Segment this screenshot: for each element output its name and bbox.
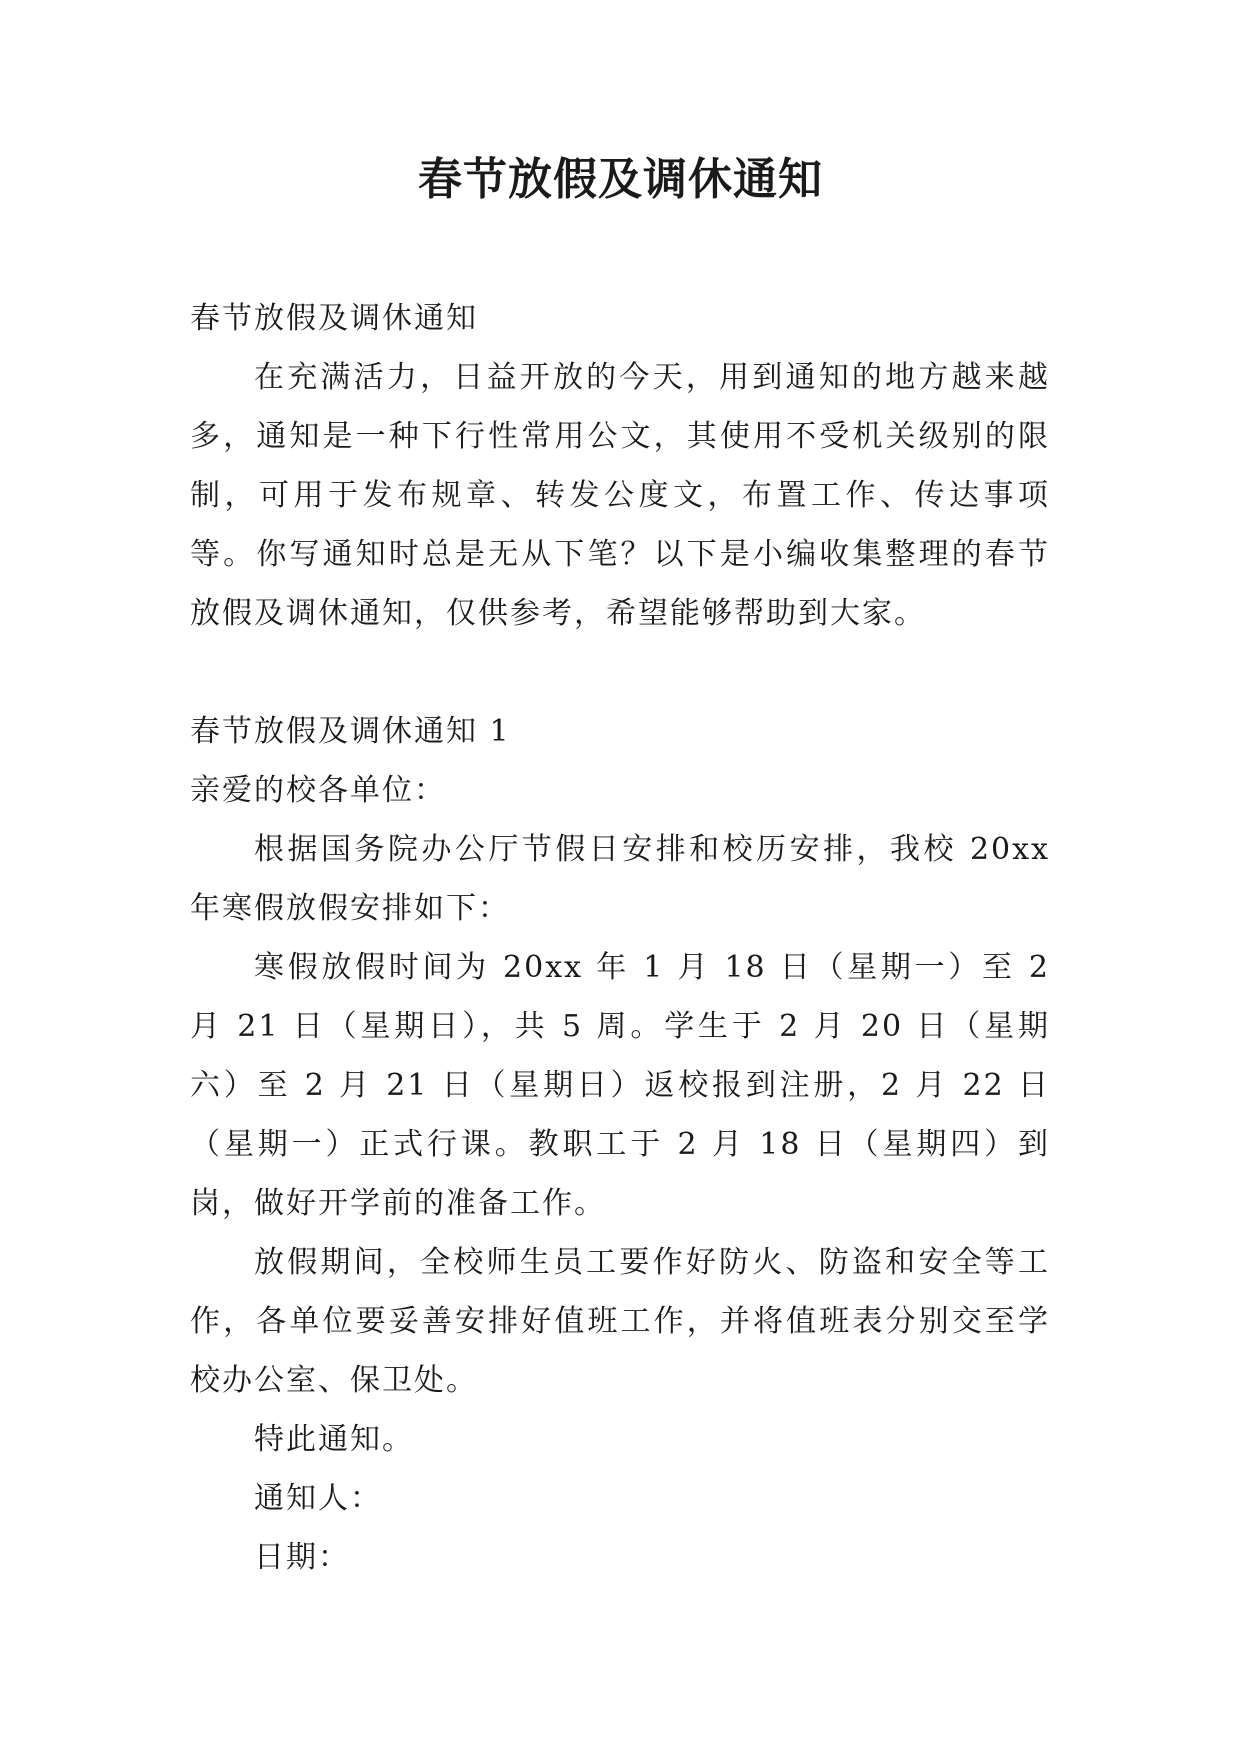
date-label: 日期： [254,1540,350,1575]
document-title: 春节放假及调休通知 [418,154,823,205]
document-body [190,289,1050,1587]
closing-line: 特此通知。 [254,1422,414,1457]
intro-paragraph: 在充满活力，日益开放的今天，用到通知的地方越来越多，通知是一种下行性常用公文，其使用不受机关级别的限制，可用于发布规章、转发公度文，布置工作、传达事项等。你写通知时总是无从下笔？以下是小编收集整理的春节放假及调休通知，仅供参考，希望能够帮助到大家。 [190,360,1050,631]
notifier-label: 通知人： [254,1481,382,1516]
document-subtitle: 春节放假及调休通知 [190,301,478,336]
body-paragraph-1: 根据国务院办公厅节假日安排和校历安排，我校 20xx 年寒假放假安排如下： [190,832,1050,926]
body-paragraph-2: 寒假放假时间为 20xx 年 1 月 18 日（星期一）至 2 月 21 日（星期日），共 5 周。学生于 2 月 20 日（星期六）至 2 月 21 日（星期日）返校报到注册，2 月 22 日（星期一）正式行课。教职工于 2 月 18 日（星期四）到岗，做好开学前的准备工作。 [190,950,1050,1221]
section-heading: 春节放假及调休通知 1 [190,714,511,749]
body-paragraph-3: 放假期间，全校师生员工要作好防火、防盗和安全等工作，各单位要妥善安排好值班工作，并将值班表分别交至学校办公室、保卫处。 [190,1245,1050,1398]
salutation: 亲爱的校各单位： [190,773,446,808]
